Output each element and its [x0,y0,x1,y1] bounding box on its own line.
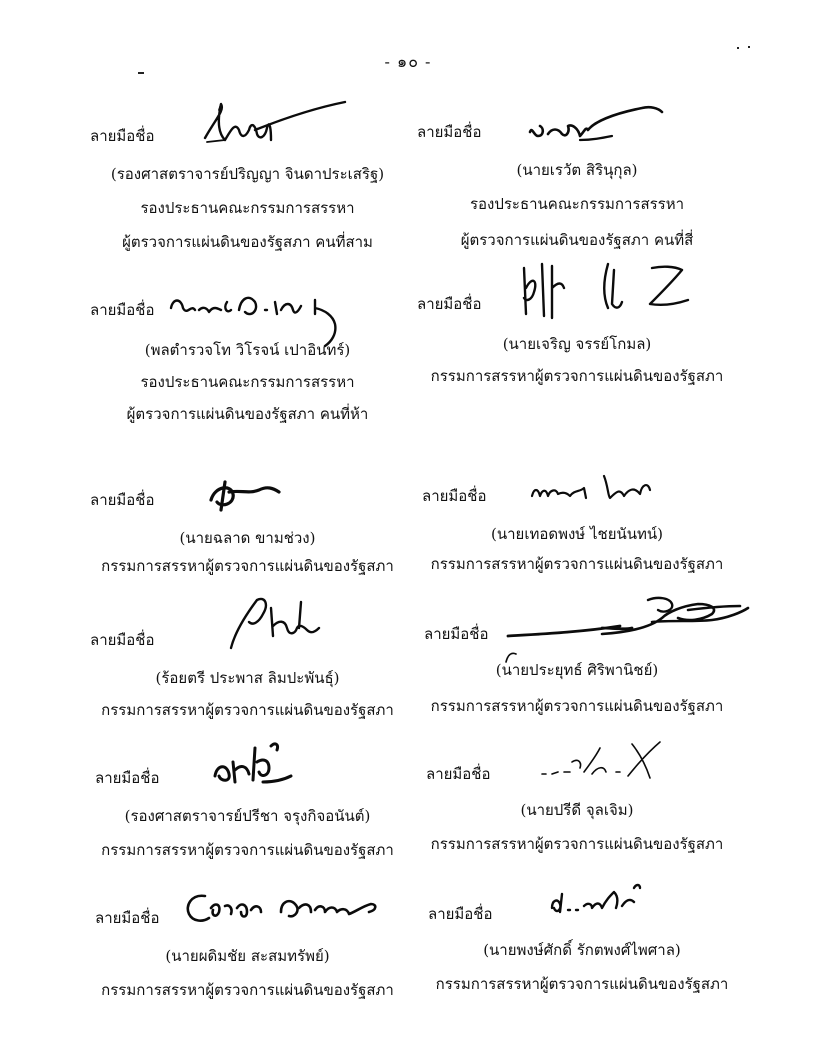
scan-speck [138,72,144,74]
signature-block-3 [85,280,410,430]
signature-label: ลายมือชื่อ [90,301,155,319]
signature-block-7 [85,592,410,722]
handwritten-signature [544,880,654,920]
signatory-name: (นายผดิมชัย สะสมทรัพย์) [165,947,330,965]
signatory-title: กรรมการสรรหาผู้ตรวจการแผ่นดินของรัฐสภา [430,697,724,715]
handwritten-signature [536,736,686,792]
signatory-title: กรรมการสรรหาผู้ตรวจการแผ่นดินของรัฐสภา [101,701,394,719]
page-number: - ๑๐ - [384,52,432,71]
signatory-name: (นายปรีดี จุลเจิม) [520,801,634,819]
signatory-title: รองประธานคณะกรรมการสรรหา [140,373,355,391]
handwritten-signature [207,736,317,792]
signature-label: ลายมือชื่อ [428,905,493,923]
signatory-name: (นายเรวัต สิรินุกุล) [516,161,638,179]
signatory-title: กรรมการสรรหาผู้ตรวจการแผ่นดินของรัฐสภา [430,367,724,385]
signature-label: ลายมือชื่อ [422,487,487,505]
signatory-name: (พลตำรวจโท วิโรจน์ เปาอินทร์) [144,341,351,359]
signatory-title: ผู้ตรวจการแผ่นดินของรัฐสภา คนที่สี่ [460,231,694,249]
signature-label: ลายมือชื่อ [90,491,155,509]
signatory-name: (นายพงษ์ศักดิ์ รักตพงศ์ไพศาล) [483,941,681,959]
signature-block-8 [412,592,752,722]
handwritten-signature [195,100,365,150]
handwritten-signature [205,470,325,514]
signature-block-10 [412,732,742,862]
signature-label: ลายมือชื่อ [95,909,160,927]
signatory-title: กรรมการสรรหาผู้ตรวจการแผ่นดินของรัฐสภา [430,555,724,573]
signature-block-5 [85,470,410,580]
signature-block-6 [412,470,742,580]
signatory-title: กรรมการสรรหาผู้ตรวจการแผ่นดินของรัฐสภา [430,835,724,853]
signatory-name: (นายเจริญ จรรย์โกมล) [502,335,652,353]
handwritten-signature [215,592,355,658]
handwritten-signature [524,470,684,510]
signatory-name: (นายฉลาด ขามช่วง) [179,529,316,547]
signature-block-9 [85,732,410,862]
signatory-title: รองประธานคณะกรรมการสรรหา [140,199,355,217]
signatory-title: รองประธานคณะกรรมการสรรหา [469,195,685,213]
signature-label: ลายมือชื่อ [424,625,489,643]
handwritten-signature [522,102,682,150]
scan-speck [748,46,750,48]
handwritten-signature [512,258,702,322]
signatory-title: กรรมการสรรหาผู้ตรวจการแผ่นดินของรัฐสภา [101,981,394,999]
signature-label: ลายมือชื่อ [426,765,491,783]
signature-label: ลายมือชื่อ [95,769,160,787]
signatory-name: (นายประยุทธ์ ศิริพานิชย์) [495,661,659,679]
signature-block-11 [85,874,410,1004]
signatory-name: (รองศาสตราจารย์ปรีชา จรุงกิจอนันต์) [124,807,371,825]
signatory-title: กรรมการสรรหาผู้ตรวจการแผ่นดินของรัฐสภา [101,557,394,575]
signatory-title: ผู้ตรวจการแผ่นดินของรัฐสภา คนที่ห้า [126,405,369,423]
signature-block-2 [412,100,742,260]
signature-block-12 [412,874,752,1004]
signature-block-1 [85,100,410,260]
signatory-title: ผู้ตรวจการแผ่นดินของรัฐสภา คนที่สาม [122,233,373,251]
signature-label: ลายมือชื่อ [417,295,482,313]
signatory-name: (นายเทอดพงษ์ ไชยนันทน์) [491,525,663,543]
scan-speck [737,47,739,49]
signatory-name: (รองศาสตราจารย์ปริญญา จินดาประเสริฐ) [110,165,385,183]
signature-label: ลายมือชื่อ [90,631,155,649]
signature-label: ลายมือชื่อ [90,127,155,145]
signatory-title: กรรมการสรรหาผู้ตรวจการแผ่นดินของรัฐสภา [101,841,394,859]
signature-block-4 [412,258,742,388]
signatory-name: (ร้อยตรี ประพาส ลิมปะพันธุ์) [155,669,340,687]
signature-label: ลายมือชื่อ [417,123,482,141]
signatory-title: กรรมการสรรหาผู้ตรวจการแผ่นดินของรัฐสภา [435,975,729,993]
handwritten-signature [181,882,391,932]
